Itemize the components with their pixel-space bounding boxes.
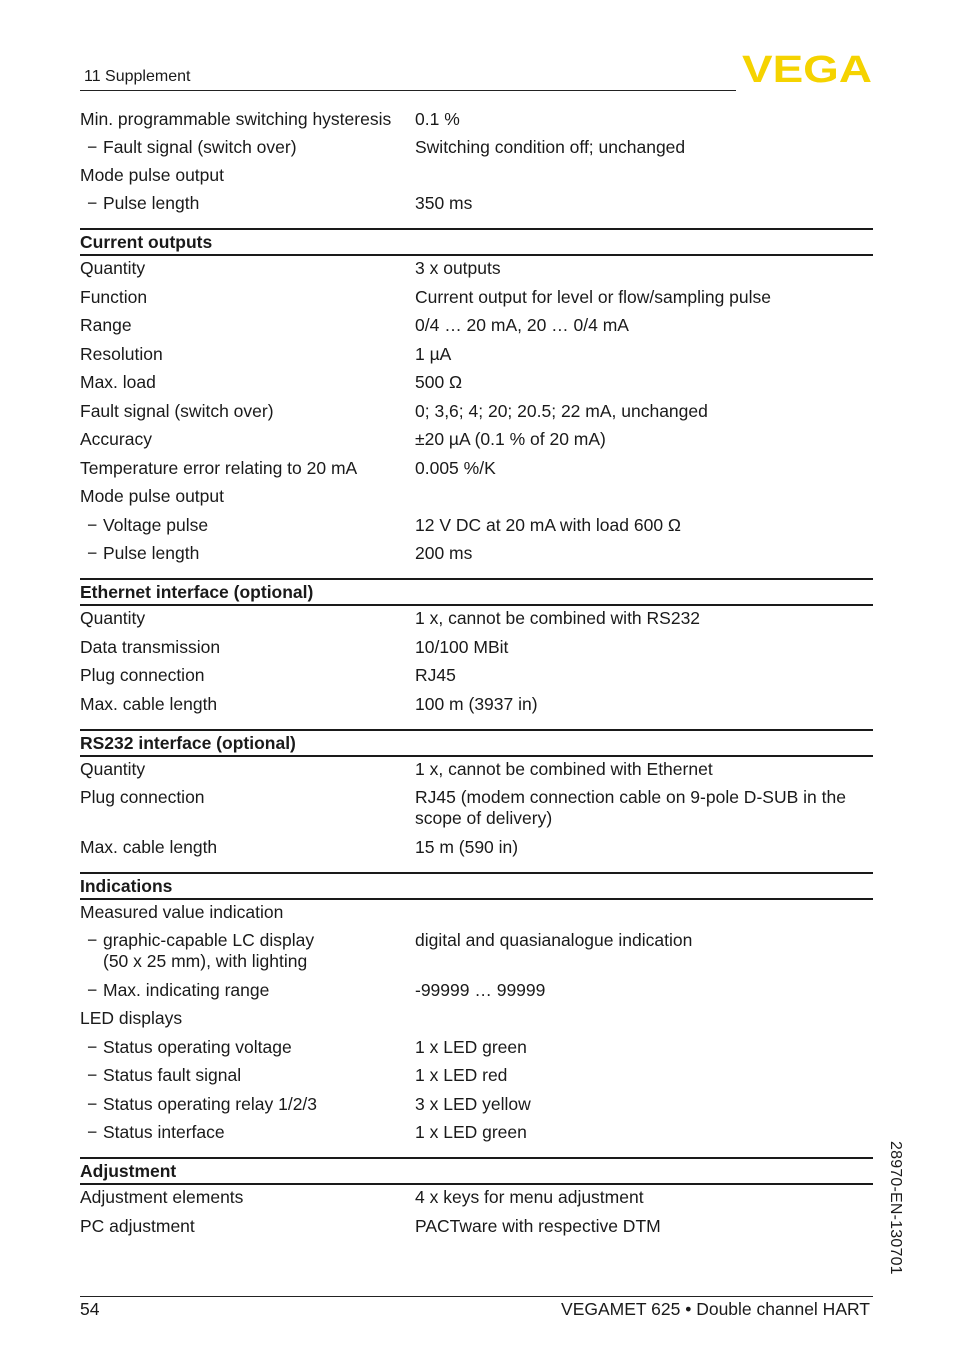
spec-value: 1 x, cannot be combined with Ethernet: [415, 758, 713, 779]
indications-rows: [80, 902, 873, 1144]
spec-label: Plug connection: [80, 665, 205, 685]
spec-value-line: scope of delivery): [415, 808, 553, 828]
spec-row: [80, 637, 873, 658]
spec-label: Mode pulse output: [80, 165, 224, 185]
spec-value: [415, 486, 873, 507]
spec-label: Max. cable length: [80, 693, 218, 714]
spec-value: 1 x LED green: [415, 1122, 527, 1142]
dash-glyph: −: [87, 137, 98, 157]
spec-value: 3 x outputs: [415, 258, 501, 278]
spec-label: Plug connection: [80, 787, 205, 807]
dash-glyph: −: [87, 193, 98, 213]
spec-value: 15 m (590 in): [415, 836, 519, 857]
spec-value: [415, 1008, 873, 1029]
spec-label: Mode pulse output: [80, 486, 224, 506]
vega-logo-text: VEGA: [742, 52, 872, 84]
spec-table: [80, 109, 873, 1237]
spec-value: 10/100 MBit: [415, 636, 509, 657]
spec-row: [80, 930, 873, 972]
spec-label: Accuracy: [80, 429, 152, 449]
spec-label: Min. programmable switching hysteresis: [80, 109, 392, 129]
spec-row: [80, 287, 873, 308]
page-number: 54: [80, 1299, 100, 1319]
spec-value: 12 V DC at 20 mA with load 600 Ω: [415, 514, 682, 535]
spec-value: digital and quasianalogue indication: [415, 930, 693, 950]
spec-value-line: RJ45 (modem connection cable on 9-pole D-SUB in the: [415, 787, 846, 807]
dash-glyph: −: [87, 1036, 98, 1057]
spec-value: 0; 3,6; 4; 20; 20.5; 22 mA, unchanged: [415, 400, 708, 421]
dash-glyph: −: [87, 1093, 98, 1114]
spec-value: 0.005 %/K: [415, 457, 496, 478]
spec-label: Quantity: [80, 758, 146, 779]
spec-value: PACTware with respective DTM: [415, 1215, 661, 1236]
document-code: 28970-EN-130701: [887, 1141, 904, 1275]
spec-row: [80, 344, 873, 365]
spec-value: [415, 902, 873, 923]
spec-value: 4 x keys for menu adjustment: [415, 1187, 644, 1207]
spec-label: Quantity: [80, 258, 146, 278]
dash-glyph: −: [87, 979, 98, 1000]
spec-row: [80, 458, 873, 479]
spec-row: [80, 980, 873, 1001]
spec-row: [80, 1187, 873, 1208]
spec-label: Max. cable length: [80, 836, 218, 857]
section-indications: Indications: [80, 872, 873, 900]
header-rule: [80, 90, 736, 91]
spec-row: [80, 694, 873, 715]
spec-row: [80, 759, 873, 780]
spec-label: Pulse length: [103, 543, 200, 563]
spec-value: 200 ms: [415, 543, 473, 563]
section-adjustment: Adjustment: [80, 1157, 873, 1185]
spec-row: [80, 1008, 873, 1029]
spec-row: [80, 315, 873, 336]
spec-value: 0.1 %: [415, 109, 460, 129]
spec-label: Range: [80, 315, 132, 335]
spec-value: 100 m (3937 in): [415, 693, 538, 714]
spec-value: Current output for level or flow/sampling pulse: [415, 286, 772, 307]
spec-row: [80, 109, 873, 130]
spec-label: Fault signal (switch over): [80, 400, 274, 421]
ethernet-rows: [80, 608, 873, 715]
spec-value: 1 x, cannot be combined with RS232: [415, 608, 701, 628]
dash-glyph: −: [87, 1065, 98, 1085]
header-section-title: 11 Supplement: [84, 68, 191, 85]
spec-label: Resolution: [80, 343, 163, 364]
spec-row: [80, 1122, 873, 1143]
spec-row: [80, 902, 873, 923]
spec-label: Max. indicating range: [103, 979, 270, 1000]
spec-row: [80, 608, 873, 629]
spec-label: Status fault signal: [103, 1065, 242, 1085]
spec-label-line: (50 x 25 mm), with lighting: [103, 951, 308, 971]
spec-label: Function: [80, 286, 148, 307]
spec-value: RJ45: [415, 665, 456, 685]
spec-label: Voltage pulse: [103, 514, 209, 535]
spec-label: Status operating voltage: [103, 1036, 292, 1057]
dash-glyph: −: [87, 543, 98, 563]
spec-row: [80, 486, 873, 507]
current-outputs-rows: [80, 258, 873, 564]
spec-row: [80, 401, 873, 422]
adjustment-rows: [80, 1187, 873, 1237]
spec-row: [80, 1094, 873, 1115]
spec-label: PC adjustment: [80, 1215, 195, 1236]
footer-title: VEGAMET 625 • Double channel HART: [561, 1299, 870, 1319]
spec-value: 3 x LED yellow: [415, 1093, 531, 1114]
spec-row: [80, 137, 873, 158]
spec-row: [80, 787, 873, 829]
spec-label: Adjustment elements: [80, 1187, 244, 1207]
spec-value: 1 x LED red: [415, 1065, 508, 1085]
spec-row: [80, 193, 873, 214]
spec-row: [80, 1037, 873, 1058]
spec-label: Measured value indication: [80, 901, 284, 922]
spec-value: ±20 µA (0.1 % of 20 mA): [415, 429, 606, 449]
spec-value: 1 µA: [415, 343, 452, 364]
spec-label: Temperature error relating to 20 mA: [80, 457, 358, 478]
spec-value: 0/4 … 20 mA, 20 … 0/4 mA: [415, 315, 629, 335]
spec-label: LED displays: [80, 1008, 183, 1028]
section-ethernet-interface: Ethernet interface (optional): [80, 578, 873, 606]
spec-label: Pulse length: [103, 193, 200, 213]
spec-value: -99999 … 99999: [415, 979, 546, 1000]
spec-row: [80, 515, 873, 536]
section-current-outputs: Current outputs: [80, 228, 873, 256]
spec-row: [80, 372, 873, 393]
dash-glyph: −: [87, 1122, 98, 1142]
spec-label: Data transmission: [80, 636, 221, 657]
spec-row: [80, 1216, 873, 1237]
spec-value: 1 x LED green: [415, 1036, 527, 1057]
spec-row: [80, 429, 873, 450]
spec-label: Fault signal (switch over): [103, 137, 297, 157]
spec-row: [80, 1065, 873, 1086]
spec-label: Quantity: [80, 608, 146, 628]
spec-row: [80, 665, 873, 686]
vega-logo: [742, 52, 872, 84]
spec-row: [80, 165, 873, 186]
section-rs232-interface: RS232 interface (optional): [80, 729, 873, 757]
rs232-rows: [80, 759, 873, 858]
spec-label: Status operating relay 1/2/3: [103, 1093, 318, 1114]
footer-rule: [80, 1296, 873, 1297]
spec-row: [80, 837, 873, 858]
spec-value: Switching condition off; unchanged: [415, 137, 686, 157]
spec-value: 500 Ω: [415, 372, 463, 392]
dash-glyph: −: [87, 930, 98, 950]
spec-row: [80, 543, 873, 564]
spec-value: 350 ms: [415, 193, 473, 213]
spec-label-line: graphic-capable LC display: [103, 930, 315, 950]
dash-glyph: −: [87, 514, 98, 535]
spec-label: Max. load: [80, 372, 156, 392]
spec-row: [80, 258, 873, 279]
spec-value: [415, 165, 873, 186]
spec-label: Status interface: [103, 1122, 225, 1142]
